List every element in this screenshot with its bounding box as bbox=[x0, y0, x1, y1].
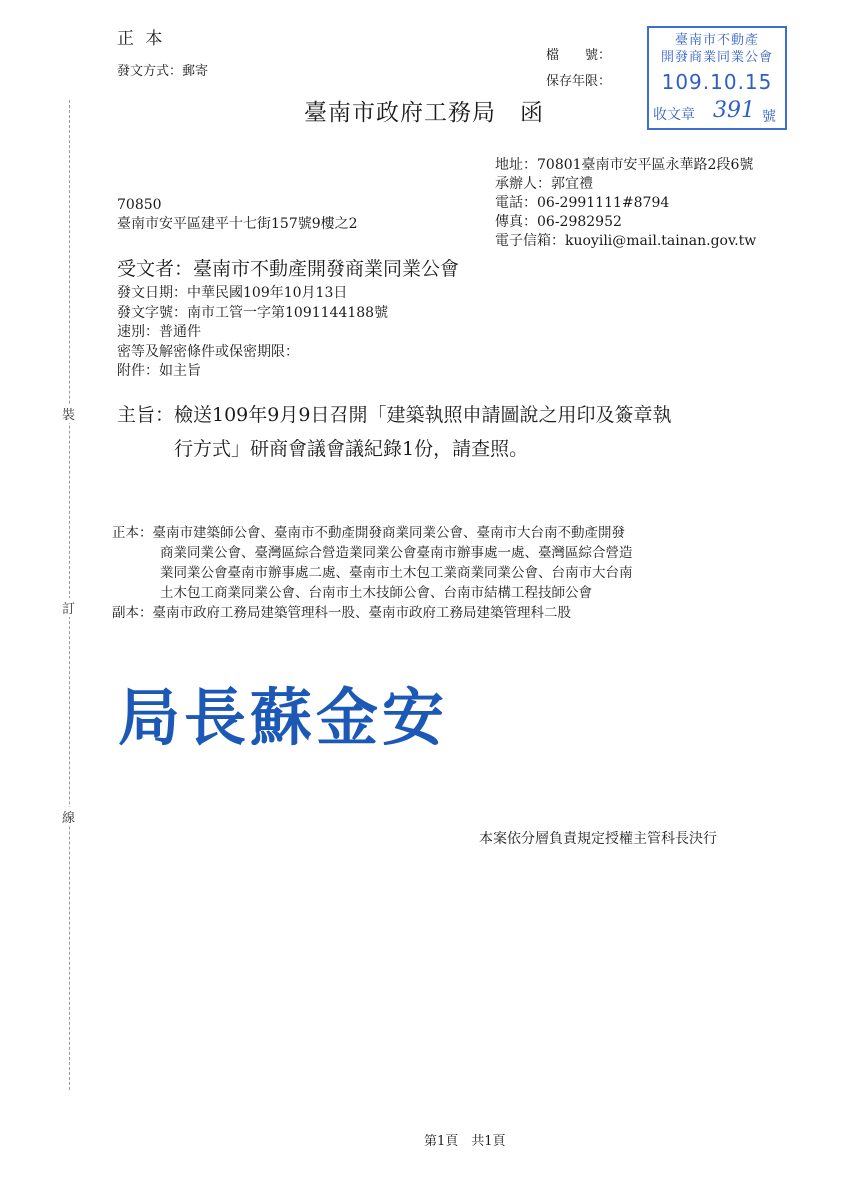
send-method: 發文方式：郵寄 bbox=[117, 64, 209, 79]
recipient-address bbox=[117, 196, 358, 234]
distribution-main-3: 業同業公會臺南市辦事處二處、臺南市土木包工業商業同業公會、台南市大台南 bbox=[160, 565, 633, 581]
received-stamp bbox=[647, 26, 787, 130]
binding-mark-zhuang: 裝 bbox=[62, 404, 75, 423]
binding-mark-xian: 線 bbox=[62, 807, 75, 826]
doc-number: 發文字號：南市工管一字第1091144188號 bbox=[117, 304, 389, 321]
meta-block bbox=[117, 284, 388, 382]
retention-label: 保存年限： bbox=[546, 74, 612, 89]
binding-line bbox=[69, 100, 70, 1090]
subject-line2: 行方式」研商會議會議紀錄1份，請查照。 bbox=[174, 438, 529, 460]
recipient-postal: 70850 bbox=[117, 197, 162, 213]
distribution-main-4: 土木包工商業同業公會、台南市土木技師公會、台南市結構工程技師公會 bbox=[160, 585, 592, 601]
distribution-copy: 副本：臺南市政府工務局建築管理科一股、臺南市政府工務局建築管理科二股 bbox=[112, 605, 571, 621]
contact-block bbox=[495, 156, 756, 251]
subject-line1: 主旨：檢送109年9月9日召開「建築執照申請圖說之用印及簽章執 bbox=[117, 404, 672, 426]
stamp-org bbox=[649, 32, 785, 66]
contact-phone: 電話：06-2991111#8794 bbox=[495, 195, 670, 211]
stamp-org-line2: 開發商業同業公會 bbox=[660, 50, 773, 65]
contact-email: 電子信箱：kuoyili@mail.tainan.gov.tw bbox=[495, 233, 757, 249]
page-info: 第1頁 共1頁 bbox=[424, 1134, 506, 1149]
issue-date: 發文日期：中華民國109年10月13日 bbox=[117, 285, 348, 301]
speed: 速別：普通件 bbox=[117, 324, 201, 340]
contact-handler: 承辦人：郭宜禮 bbox=[495, 176, 593, 192]
secrecy: 密等及解密條件或保密期限： bbox=[117, 343, 299, 360]
stamp-org-line1: 臺南市不動產 bbox=[674, 33, 759, 48]
distribution-main-2: 商業同業公會、臺灣區綜合營造業同業公會臺南市辦事處一處、臺灣區綜合營造 bbox=[160, 545, 633, 561]
recipient: 受文者：臺南市不動產開發商業同業公會 bbox=[117, 258, 460, 280]
distribution-main-1: 正本：臺南市建築師公會、臺南市不動產開發商業同業公會、臺南市大台南不動產開發 bbox=[112, 525, 625, 541]
stamp-receipt-suffix: 號 bbox=[762, 109, 776, 125]
stamp-receipt-no: 391 bbox=[713, 98, 755, 123]
director-signature: 局長蘇金安 bbox=[118, 681, 449, 754]
recipient-street: 臺南市安平區建平十七街157號9樓之2 bbox=[117, 216, 358, 232]
contact-address: 地址：70801臺南市安平區永華路2段6號 bbox=[495, 157, 754, 173]
stamp-receipt-label: 收文章 bbox=[653, 107, 695, 123]
contact-fax: 傳真：06-2982952 bbox=[495, 214, 622, 230]
stamp-date: 109.10.15 bbox=[661, 70, 773, 94]
authorization-note: 本案依分層負責規定授權主管科長決行 bbox=[479, 831, 717, 847]
attachment: 附件：如主旨 bbox=[117, 363, 201, 379]
copy-type: 正 本 bbox=[117, 29, 166, 49]
file-no-label: 檔 號： bbox=[546, 48, 612, 63]
binding-mark-ding: 訂 bbox=[62, 598, 75, 617]
document-title: 臺南市政府工務局 函 bbox=[304, 100, 544, 126]
